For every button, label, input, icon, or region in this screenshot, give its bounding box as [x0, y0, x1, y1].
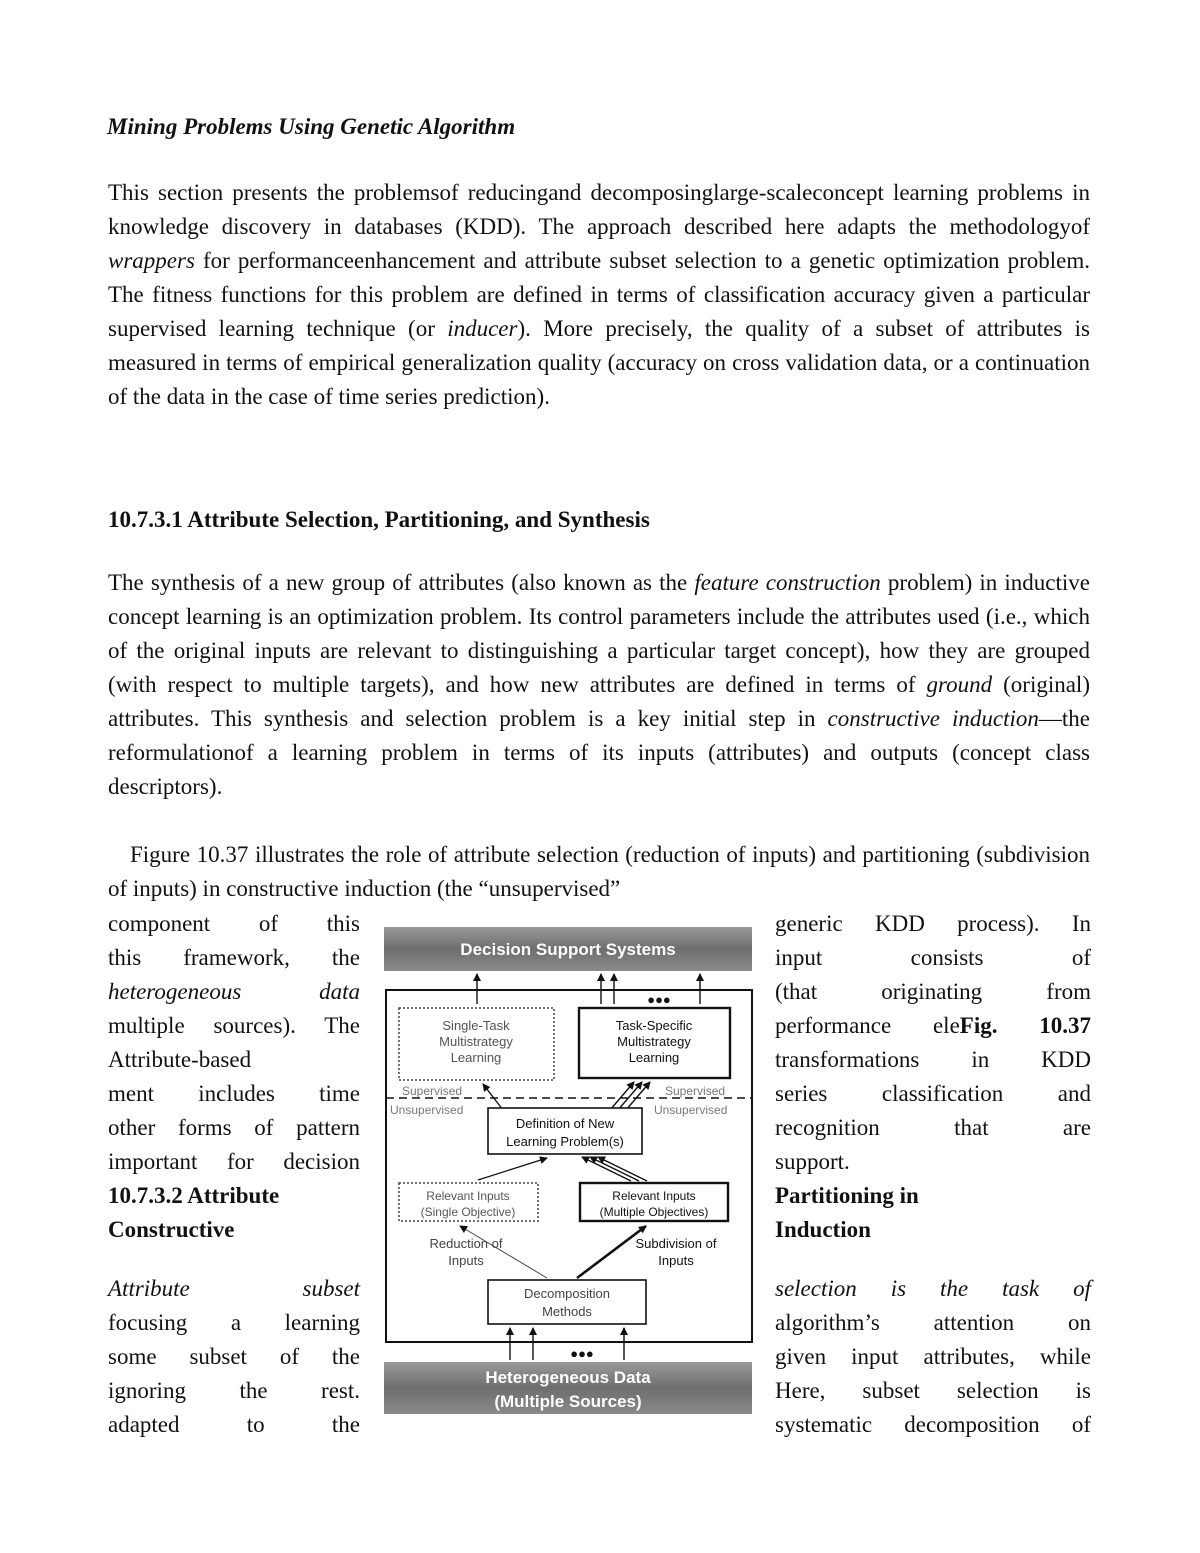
left-line: ignoring the rest. — [108, 1378, 360, 1403]
left-line: some subset of the — [108, 1344, 360, 1369]
relevant-multiple-label: (Multiple Objectives) — [599, 1205, 709, 1219]
right-line-text: selection is the task of — [775, 1276, 1091, 1301]
subsection-heading-right: Partitioning in — [775, 1183, 919, 1208]
left-line: Attribute-based — [108, 1047, 252, 1072]
relevant-single-label: (Single Objective) — [420, 1205, 516, 1219]
decomposition-label: Methods — [542, 1304, 592, 1319]
reduction-label: Inputs — [448, 1253, 484, 1268]
intro-text-3: ). More precisely, the quality of a subset of attributes is measured in terms of empirical generalization quality (accuracy on cross validation data, or a continuation of the data in the case of time series prediction). — [108, 316, 1091, 409]
intro-term-wrappers: wrappers — [108, 248, 195, 273]
left-line: other forms of pattern — [108, 1115, 360, 1140]
left-line: Attribute subset — [108, 1276, 360, 1301]
left-text-column — [108, 907, 360, 1442]
subdivision-label: Inputs — [658, 1253, 694, 1268]
right-text-column — [775, 907, 1091, 1442]
right-line: series classification and — [775, 1081, 1091, 1106]
right-line — [775, 1009, 1091, 1043]
unsupervised-label-right: Unsupervised — [654, 1103, 728, 1117]
unsupervised-label-left: Unsupervised — [390, 1103, 464, 1117]
task-specific-label: Task-Specific — [615, 1018, 693, 1033]
supervised-label-right: Supervised — [665, 1084, 726, 1098]
section1-text-1: The synthesis of a new group of attributes (also known as the — [108, 570, 695, 595]
left-line: focusing a learning — [108, 1310, 360, 1335]
left-line: important for decision — [108, 1149, 360, 1174]
intro-text-1: This section presents the problemsof reducingand decomposinglarge-scaleconcept learning problems in knowledge discovery in databases (KDD). The approach described here adapts the methodologyof — [108, 180, 1090, 239]
term-feature-construction: feature construction — [694, 570, 881, 595]
decomposition-label: Decomposition — [524, 1286, 610, 1301]
right-line: (that originating from — [775, 979, 1091, 1004]
intro-text-2: for performanceenhancement and attribute subset selection to a genetic optimization problem. The fitness functions for this problem are defined in terms of classification accuracy given a particular supervised learning technique (or — [108, 248, 1090, 341]
right-line — [775, 1272, 1091, 1306]
figure-caption: Fig. 10.37 — [959, 1013, 1091, 1038]
intro-paragraph — [108, 176, 1090, 414]
task-specific-label: Learning — [628, 1050, 680, 1065]
section1-text-4: —the reformulationof a learning problem in terms of its inputs (attributes) and outputs (concept class descriptors). — [108, 706, 1090, 799]
subsection-heading-cont: Constructive — [108, 1217, 235, 1242]
right-line: given input attributes, while — [775, 1344, 1091, 1369]
section1-text-2: problem) in inductive concept learning is an optimization problem. Its control parameters include the attributes used (i.e., which of the original inputs are relevant to distinguishing a particular target concept), how they are grouped (with respect to multiple targets), and how new attributes are defined in terms of — [108, 570, 1090, 697]
section-heading-10-7-3-1: 10.7.3.1 Attribute Selection, Partitioning, and Synthesis — [108, 507, 650, 532]
subdivision-label: Subdivision of — [635, 1236, 717, 1251]
section1-paragraph — [108, 566, 1090, 804]
relevant-single-label: Relevant Inputs — [426, 1189, 510, 1203]
reduction-label: Reduction of — [429, 1236, 503, 1251]
right-line: algorithm’s attention on — [775, 1310, 1091, 1335]
subsection-heading-10-7-3-2: 10.7.3.2 Attribute — [108, 1183, 280, 1208]
left-line: adapted to the — [108, 1412, 360, 1437]
right-line-text: performance ele — [775, 1013, 960, 1038]
data-bar-label: Heterogeneous Data — [485, 1368, 651, 1387]
right-line: input consists of — [775, 945, 1091, 970]
definition-label: Definition of New — [515, 1116, 615, 1131]
left-line: this framework, the — [108, 945, 360, 970]
subsection-heading-right-cont: Induction — [775, 1217, 871, 1242]
relevant-multiple-label: Relevant Inputs — [612, 1189, 696, 1203]
right-line: transformations in KDD — [775, 1047, 1091, 1072]
left-line: ment includes time — [108, 1081, 360, 1106]
task-specific-label: Multistrategy — [617, 1034, 691, 1049]
single-task-label: Multistrategy — [439, 1034, 513, 1049]
right-line: generic KDD process). In — [775, 911, 1091, 936]
term-constructive-induction: constructive induction — [827, 706, 1039, 731]
right-line: Here, subset selection is — [775, 1378, 1091, 1403]
right-line: recognition that are — [775, 1115, 1091, 1140]
right-line: systematic decomposition of — [775, 1412, 1091, 1437]
intro-term-inducer: inducer — [447, 316, 518, 341]
right-line: support. — [775, 1149, 850, 1174]
kdd-figure — [382, 924, 754, 1416]
ellipsis-bottom: ●●● — [570, 1346, 594, 1361]
data-bar-label: (Multiple Sources) — [494, 1392, 642, 1411]
page-title: Mining Problems Using Genetic Algorithm — [107, 114, 516, 139]
definition-label: Learning Problem(s) — [506, 1134, 624, 1149]
figure-intro-paragraph: Figure 10.37 illustrates the role of attribute selection (reduction of inputs) and partitioning (subdivision of inputs) in constructive induction (the “unsupervised” — [108, 842, 1090, 901]
left-line: component of this — [108, 911, 360, 936]
term-ground: ground — [926, 672, 993, 697]
left-line-text: heterogeneous data — [108, 979, 360, 1004]
dss-label: Decision Support Systems — [460, 940, 676, 959]
single-task-label: Learning — [450, 1050, 502, 1065]
single-task-label: Single-Task — [442, 1018, 510, 1033]
left-line — [108, 975, 360, 1009]
left-line: multiple sources). The — [108, 1013, 360, 1038]
section1-text-3: (original) attributes. This synthesis and selection problem is a key initial step in — [108, 672, 1090, 731]
ellipsis-top: ●●● — [647, 992, 671, 1007]
supervised-label-left: Supervised — [402, 1084, 463, 1098]
kdd-diagram — [382, 924, 754, 1416]
